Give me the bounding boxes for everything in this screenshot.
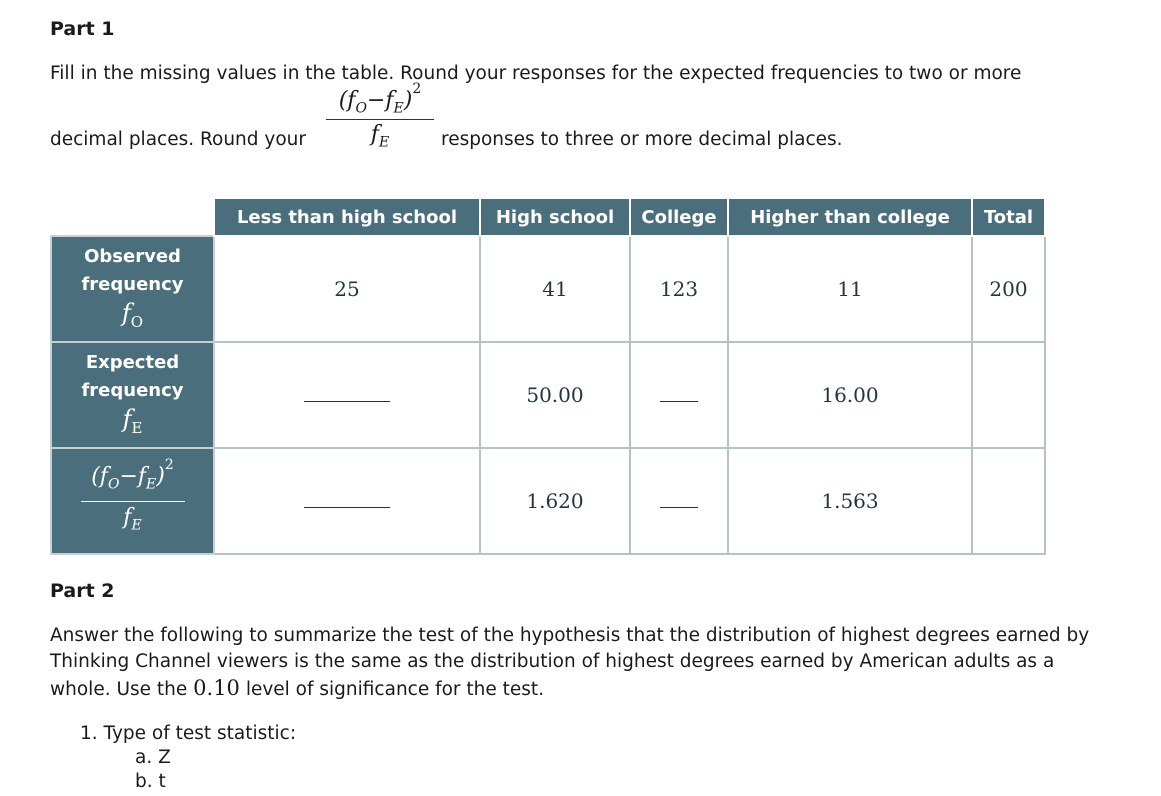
frequency-table (50, 197, 1046, 555)
instruction-line-1: Fill in the missing values in the table. Round your responses for the expected frequencies to two or more (50, 63, 1022, 84)
significance-level: 0.10 (193, 676, 240, 700)
option-a[interactable]: a. Z (135, 747, 171, 768)
part2-heading: Part 2 (50, 580, 115, 602)
chi-high-school: 1.620 (480, 448, 630, 554)
chi-higher-than-college: 1.563 (728, 448, 972, 554)
col-header-less-than-high-school: Less than high school (214, 198, 480, 236)
part2-paragraph (50, 623, 1120, 703)
row-label-observed-1: Observed (84, 245, 181, 267)
part2-text-a: Answer the following to summarize the test of the hypothesis that the distribution of highest degrees earned by Thinking Channel viewers is the same as the distribution of highest degrees earned by American adults as a whole. Use the (50, 625, 1090, 700)
observed-high-school: 41 (480, 236, 630, 342)
part2-text-b: level of significance for the test. (245, 679, 545, 700)
expected-less-than-high-school-input[interactable] (214, 342, 480, 448)
col-header-higher-than-college: Higher than college (728, 198, 972, 236)
instruction-line-2a: decimal places. Round your (50, 129, 307, 150)
row-label-observed-2: frequency (81, 273, 184, 295)
table-corner (51, 198, 214, 236)
fe-symbol: $f_E$ (122, 404, 143, 437)
table-row-observed (51, 236, 1045, 342)
observed-college: 123 (630, 236, 728, 342)
row-header-expected (51, 342, 214, 448)
col-header-total: Total (972, 198, 1045, 236)
chi-less-than-high-school-input[interactable] (214, 448, 480, 554)
fo-symbol: $f_O$ (121, 298, 144, 331)
chi-square-fraction: $(f_O-f_E)^2$ $f_E$ (326, 88, 434, 151)
observed-total: 200 (972, 236, 1045, 342)
row-header-chi-component (51, 448, 214, 554)
part1-heading: Part 1 (50, 18, 115, 40)
row-header-observed (51, 236, 214, 342)
chi-total (972, 448, 1045, 554)
table-row-chi-component (51, 448, 1045, 554)
expected-college-input[interactable] (630, 342, 728, 448)
col-header-high-school: High school (480, 198, 630, 236)
table-row-expected (51, 342, 1045, 448)
chi-college-input[interactable] (630, 448, 728, 554)
row-label-expected-1: Expected (85, 351, 180, 373)
col-header-college: College (630, 198, 728, 236)
option-b[interactable]: b. t (135, 771, 166, 792)
observed-higher-than-college: 11 (728, 236, 972, 342)
expected-higher-than-college: 16.00 (728, 342, 972, 448)
instruction-line-2b: responses to three or more decimal places. (441, 129, 843, 150)
row-chi-fraction: $\frac{(f_O-f_E)^2}{f_E}$ (81, 463, 185, 539)
row-label-expected-2: frequency (81, 379, 184, 401)
question-1: 1. Type of test statistic: (80, 723, 297, 744)
expected-total (972, 342, 1045, 448)
question-list (80, 722, 296, 794)
expected-high-school: 50.00 (480, 342, 630, 448)
observed-less-than-high-school: 25 (214, 236, 480, 342)
